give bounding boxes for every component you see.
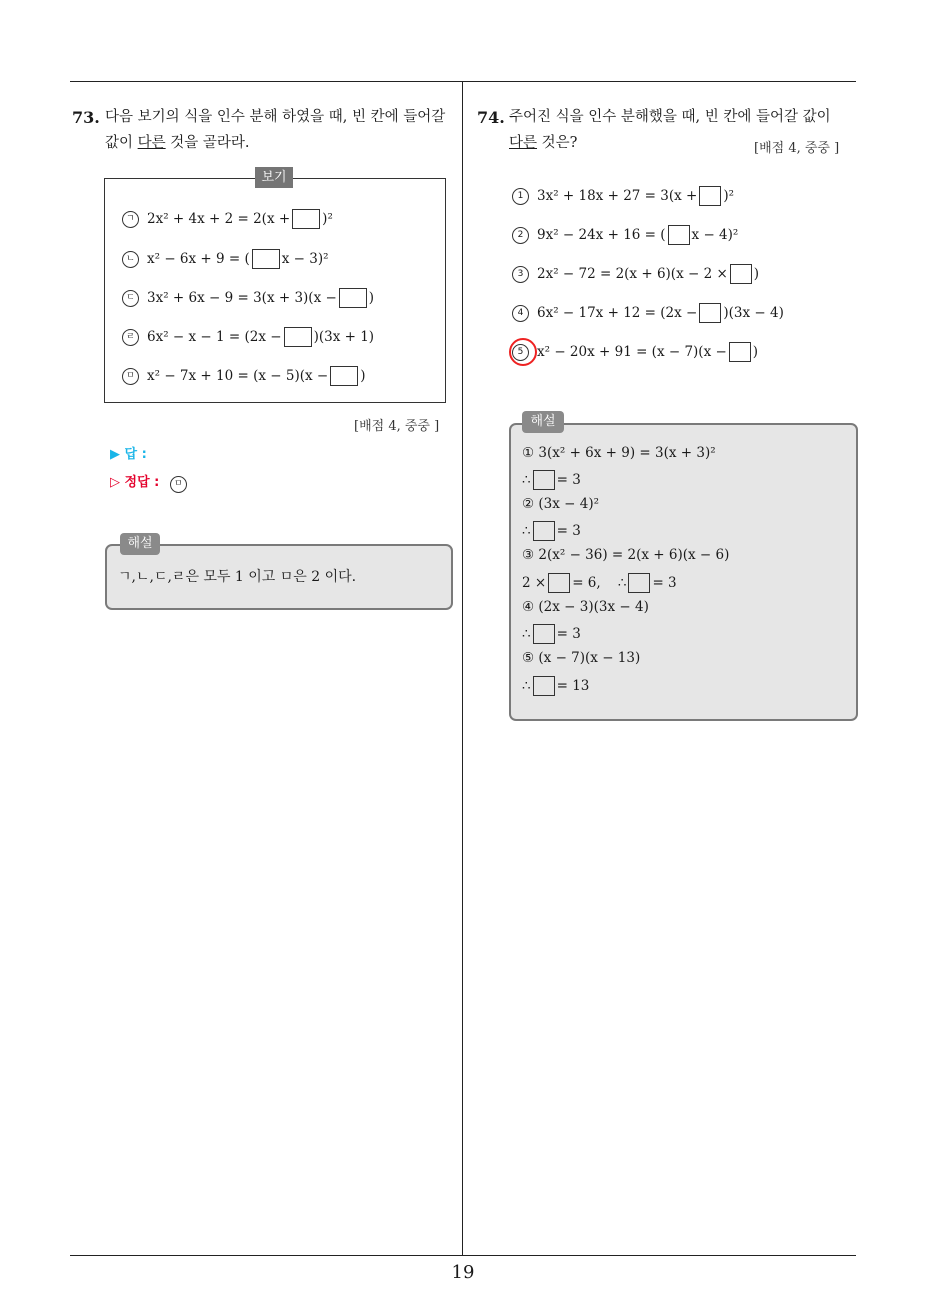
- answer-blank: [699, 186, 721, 206]
- bogi-item: [122, 366, 365, 386]
- solution-line-text: 2 ×: [522, 575, 547, 591]
- solution-line-text: ③ 2(x² − 36) = 2(x + 6)(x − 6): [522, 547, 730, 563]
- solution-line-text: ⑤ (x − 7)(x − 13): [522, 650, 641, 666]
- item-marker: ㄴ: [122, 251, 139, 268]
- choice-expression: 6x² − 17x + 12 = (2x −: [537, 305, 698, 321]
- choice-number: 2: [512, 227, 529, 244]
- choice-expression-tail: )(3x − 4): [723, 305, 784, 321]
- item-marker: ㄷ: [122, 290, 139, 307]
- answer-label: ▶ 답 :: [110, 447, 147, 462]
- page-number: 19: [451, 1262, 475, 1283]
- item-expression-tail: )²: [322, 211, 333, 227]
- item-marker: ㅁ: [122, 368, 139, 385]
- q73-solution-text: ㄱ,ㄴ,ㄷ,ㄹ은 모두 1 이고 ㅁ은 2 이다.: [118, 569, 357, 585]
- solution-line-text: ④ (2x − 3)(3x − 4): [522, 599, 649, 615]
- q74-choice[interactable]: [512, 342, 758, 362]
- choice-expression: 9x² − 24x + 16 = (: [537, 227, 666, 243]
- solution-line-text: ∴: [522, 472, 531, 488]
- choice-expression-tail: ): [753, 266, 760, 282]
- solution-line-text: ① 3(x² + 6x + 9) = 3(x + 3)²: [522, 445, 716, 461]
- item-expression-tail: ): [368, 290, 375, 306]
- q74-choice[interactable]: [512, 186, 734, 206]
- answer-blank: [729, 342, 751, 362]
- answer-blank: [339, 288, 367, 308]
- column-divider: [462, 82, 463, 1256]
- item-expression: 3x² + 6x − 9 = 3(x + 3)(x −: [147, 290, 337, 306]
- q73-prompt-line2-post: 것을 골라라.: [165, 135, 250, 151]
- correct-answer-value: ㅁ: [170, 476, 187, 493]
- item-expression: x² − 6x + 9 = (: [147, 251, 250, 267]
- correct-answer-line: [110, 471, 195, 493]
- solution-line-text: ② (3x − 4)²: [522, 496, 600, 512]
- q74-choice[interactable]: [512, 303, 784, 323]
- bogi-item: [122, 209, 333, 229]
- q73-prompt: [105, 104, 445, 156]
- solution-line: [522, 676, 589, 696]
- item-expression-tail: )(3x + 1): [313, 329, 375, 345]
- solution-line: [522, 445, 716, 461]
- solution-line-text: ∴: [522, 626, 531, 642]
- choice-expression: 2x² − 72 = 2(x + 6)(x − 2 ×: [537, 266, 728, 282]
- solution-line: [522, 547, 729, 563]
- answer-blank: [252, 249, 280, 269]
- bogi-label: 보기: [255, 167, 293, 188]
- answer-blank: [668, 225, 690, 245]
- answer-blank: [533, 624, 555, 644]
- answer-blank: [330, 366, 358, 386]
- q74-prompt-line1: 주어진 식을 인수 분해했을 때, 빈 칸에 들어갈 값이: [509, 109, 831, 125]
- answer-blank: [548, 573, 570, 593]
- solution-line: [522, 470, 581, 490]
- bottom-rule: [70, 1255, 856, 1256]
- answer-blank: [699, 303, 721, 323]
- answer-blank: [292, 209, 320, 229]
- q74-score: [배점 4, 중중 ]: [754, 141, 840, 156]
- q73-solution-label: 해설: [120, 533, 160, 555]
- solution-line: [522, 521, 581, 541]
- answer-blank: [628, 573, 650, 593]
- q74-solution-label: 해설: [522, 411, 564, 433]
- correct-answer-label: ▷ 정답 :: [110, 475, 160, 490]
- q74-prompt-underlined: 다른: [509, 135, 538, 151]
- item-expression-tail: ): [360, 368, 366, 384]
- bogi-item: [122, 288, 374, 308]
- q73-prompt-line1: 다음 보기의 식을 인수 분해 하였을 때, 빈 칸에 들어갈: [105, 109, 446, 125]
- solution-line: [522, 599, 649, 615]
- choice-expression-tail: )²: [723, 188, 735, 204]
- answer-blank: [533, 521, 555, 541]
- q73-score: [배점 4, 중중 ]: [354, 419, 440, 434]
- choice-expression: 3x² + 18x + 27 = 3(x +: [537, 188, 698, 204]
- solution-line-text: ∴: [522, 678, 531, 694]
- selected-answer-marker: [509, 338, 537, 366]
- top-rule: [70, 81, 856, 82]
- q73-number: 73.: [72, 108, 100, 127]
- q73-prompt-line2-pre: 값이: [105, 135, 138, 151]
- choice-expression-tail: x − 4)²: [691, 227, 739, 243]
- item-expression: 6x² − x − 1 = (2x −: [147, 329, 282, 345]
- solution-line-result: = 3: [652, 575, 677, 591]
- choice-number: 1: [512, 188, 529, 205]
- bogi-item: [122, 249, 329, 269]
- solution-line: [522, 650, 640, 666]
- answer-blank: [284, 327, 312, 347]
- choice-number: 5: [512, 344, 529, 361]
- item-marker: ㄱ: [122, 211, 139, 228]
- item-expression: 2x² + 4x + 2 = 2(x +: [147, 211, 291, 227]
- answer-blank: [533, 470, 555, 490]
- choice-expression-tail: ): [752, 344, 759, 360]
- solution-line: [522, 573, 677, 593]
- answer-blank: [730, 264, 752, 284]
- solution-line-result: = 3: [556, 472, 581, 488]
- item-marker: ㄹ: [122, 329, 139, 346]
- choice-number: 3: [512, 266, 529, 283]
- solution-line: [522, 496, 599, 512]
- q74-number: 74.: [477, 108, 505, 127]
- answer-blank: [533, 676, 555, 696]
- solution-line-result: = 13: [556, 678, 590, 694]
- solution-line-result: = 6, ∴: [572, 575, 627, 591]
- q74-prompt-line2-post: 것은?: [537, 135, 578, 151]
- solution-line-result: = 3: [556, 523, 581, 539]
- bogi-item: [122, 327, 374, 347]
- choice-number: 4: [512, 305, 529, 322]
- item-expression: x² − 7x + 10 = (x − 5)(x −: [147, 368, 329, 384]
- q73-prompt-underlined: 다른: [137, 135, 166, 151]
- item-expression-tail: x − 3)²: [281, 251, 329, 267]
- q73-prompt-line2: [105, 130, 445, 156]
- choice-expression: x² − 20x + 91 = (x − 7)(x −: [537, 344, 727, 360]
- solution-line-text: ∴: [522, 523, 531, 539]
- q74-choice[interactable]: [512, 225, 738, 245]
- solution-line-result: = 3: [556, 626, 581, 642]
- solution-line: [522, 624, 581, 644]
- q74-choice[interactable]: [512, 264, 759, 284]
